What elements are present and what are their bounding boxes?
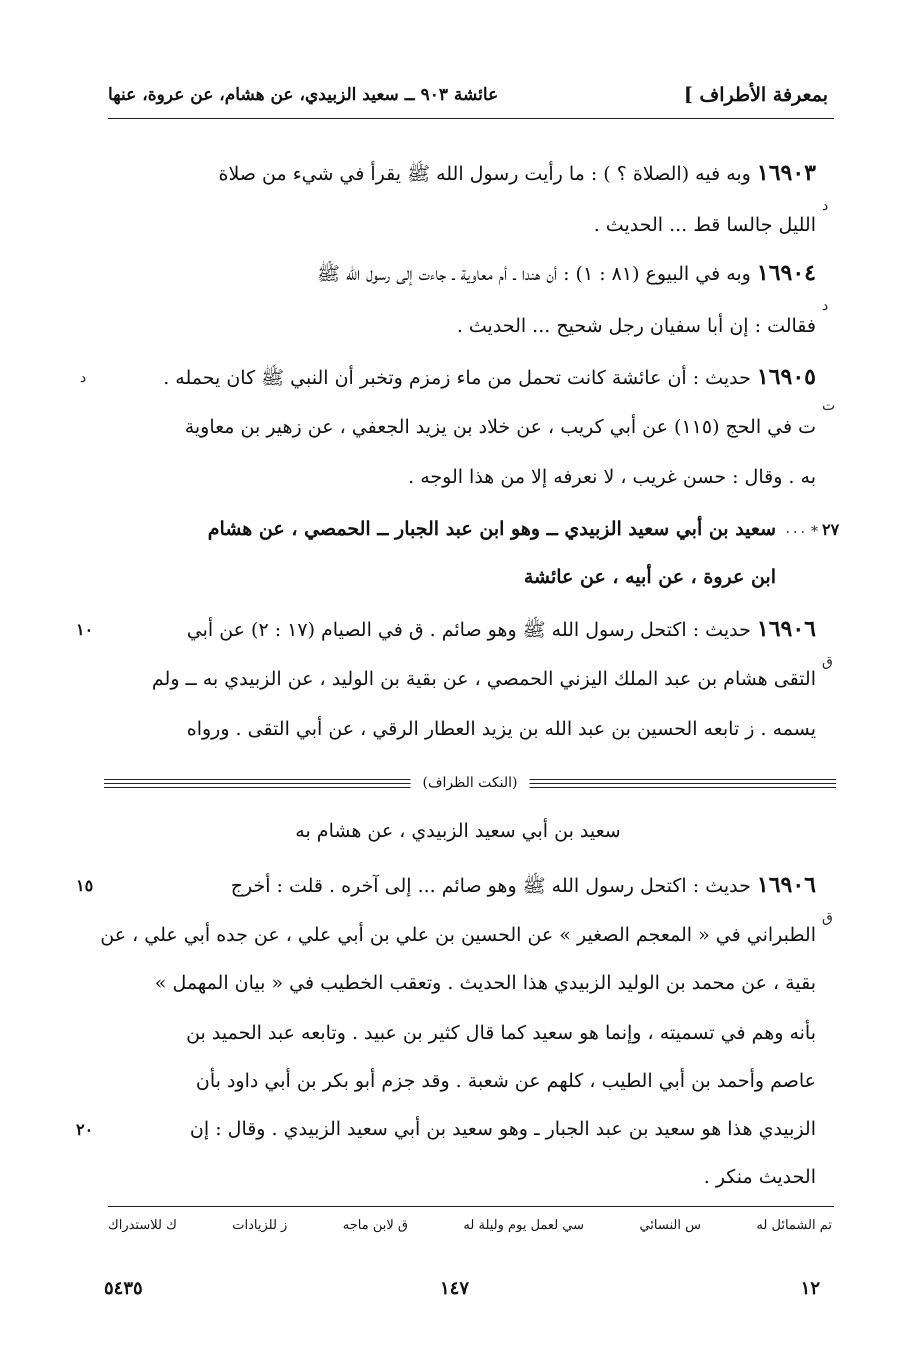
footer-rule xyxy=(108,1206,834,1207)
legend-item: تم الشمائل له xyxy=(756,1218,832,1233)
section-number: ٢٧ xyxy=(822,520,840,539)
hadith-text: وبه في البيوع (٨١ : ١) : أن هندا ـ أم معاوية ـ جاءت إلى رسول الله ﷺ xyxy=(316,263,751,285)
book-siglum: ق xyxy=(822,654,833,670)
hadith-16906-line2: التقى هشام بن عبد الملك اليزني الحمصي ، عن بقية بن الوليد ، عن الزبيدي به ــ ولم xyxy=(151,668,816,690)
header-chain: عائشة ٩٠٣ ــ سعيد الزبيدي، عن هشام، عن عروة، عنها xyxy=(108,85,499,105)
nukat-16906-line4: بأنه وهم في تسميته ، وإنما هو سعيد كما قال كثير بن عبيد . وتابعه عبد الحميد بن xyxy=(186,1022,816,1044)
nukat-16906-line5: عاصم وأحمد بن أبي الطيب ، كلهم عن شعبة . وقد جزم أبو بكر بن أبي داود بأن xyxy=(195,1070,816,1092)
hadith-number: ١٦٩٠٦ xyxy=(756,872,816,898)
section-27-heading-line1: سعيد بن أبي سعيد الزبيدي ــ وهو ابن عبد الجبار ــ الحمصي ، عن هشام xyxy=(207,518,776,540)
header-title: بمعرفة الأطراف ] xyxy=(683,84,828,106)
header-rule xyxy=(108,118,834,119)
line-number-margin: ٢٠ xyxy=(76,1120,94,1139)
legend-item: ق لابن ماجه xyxy=(342,1218,408,1233)
hadith-text: حديث : اكتحل رسول الله ﷺ وهو صائم . ق في الصيام (١٧ : ٢) عن أبي xyxy=(186,619,751,641)
hadith-text: حديث : اكتحل رسول الله ﷺ وهو صائم ... إلى آخره . قلت : أخرج xyxy=(230,875,751,897)
nukat-16906-line7: الحديث منكر . xyxy=(703,1166,816,1188)
divider-label: (النكت الظراف) xyxy=(411,775,530,791)
margin-siglum: د xyxy=(80,370,87,386)
hadith-number: ١٦٩٠٤ xyxy=(756,260,816,286)
nukat-16906-line2: الطبراني في « المعجم الصغير » عن الحسين بن علي بن أبي علي ، عن جده أبي علي ، عن xyxy=(100,924,816,946)
book-siglum: ت xyxy=(822,398,836,414)
sequence-number: ٥٤٣٥ xyxy=(104,1278,143,1299)
book-siglum: د xyxy=(822,198,829,214)
hadith-16904-line2: فقالت : إن أبا سفيان رجل شحيح ... الحديث . xyxy=(456,315,816,337)
legend-item: سي لعمل يوم وليلة له xyxy=(463,1218,585,1233)
nukat-divider xyxy=(104,774,836,798)
legend-item: ك للاستدراك xyxy=(108,1218,177,1233)
hadith-number: ١٦٩٠٥ xyxy=(756,364,816,390)
section-marks: ٠٠٠ * xyxy=(784,524,819,540)
hadith-16904-line1 xyxy=(116,258,816,289)
legend-item: ز للزيادات xyxy=(232,1218,288,1233)
hadith-text: حديث : أن عائشة كانت تحمل من ماء زمزم وتخبر أن النبي ﷺ كان يحمله . xyxy=(163,367,751,389)
nukat-16906-line1 xyxy=(116,870,816,901)
nukat-16906-line3: بقية ، عن محمد بن الوليد الزبيدي هذا الحديث . وتعقب الخطيب في « بيان المهمل » xyxy=(154,972,816,994)
hadith-16906-line1 xyxy=(116,614,816,645)
hadith-text: وبه فيه (الصلاة ؟ ) : ما رأيت رسول الله ﷺ يقرأ في شيء من صلاة xyxy=(218,163,751,185)
hadith-16905-line1 xyxy=(86,362,816,393)
book-siglum: ق xyxy=(822,910,833,926)
legend-item: س النسائي xyxy=(639,1218,701,1233)
hadith-16905-line3: به . وقال : حسن غريب ، لا نعرفه إلا من هذا الوجه . xyxy=(408,466,816,488)
hadith-16905-line2: ت في الحج (١١٥) عن أبي كريب ، عن خلاد بن يزيد الجعفي ، عن زهير بن معاوية xyxy=(184,416,816,438)
running-header xyxy=(108,78,828,112)
sigla-legend xyxy=(108,1218,832,1233)
line-number-margin: ١٥ xyxy=(76,876,94,895)
hadith-16903-line1 xyxy=(116,158,816,189)
page-number: ١٤٧ xyxy=(440,1278,470,1299)
hadith-16903-line2: الليل جالسا قط ... الحديث . xyxy=(593,214,816,236)
line-number-margin: ١٠ xyxy=(76,620,94,639)
section-27-heading-line2: ابن عروة ، عن أبيه ، عن عائشة xyxy=(523,566,776,588)
book-siglum: د xyxy=(822,298,829,314)
page-part-number: ١٢ xyxy=(800,1278,820,1299)
hadith-number: ١٦٩٠٣ xyxy=(756,160,816,186)
nukat-subheading: سعيد بن أبي سعيد الزبيدي ، عن هشام به xyxy=(295,820,621,842)
hadith-16906-line3: يسمه . ز تابعه الحسين بن عبد الله بن يزيد العطار الرقي ، عن أبي التقى . ورواه xyxy=(186,718,816,740)
nukat-16906-line6: الزبيدي هذا هو سعيد بن عبد الجبار ـ وهو سعيد بن أبي سعيد الزبيدي . وقال : إن xyxy=(189,1118,816,1140)
hadith-number: ١٦٩٠٦ xyxy=(756,616,816,642)
